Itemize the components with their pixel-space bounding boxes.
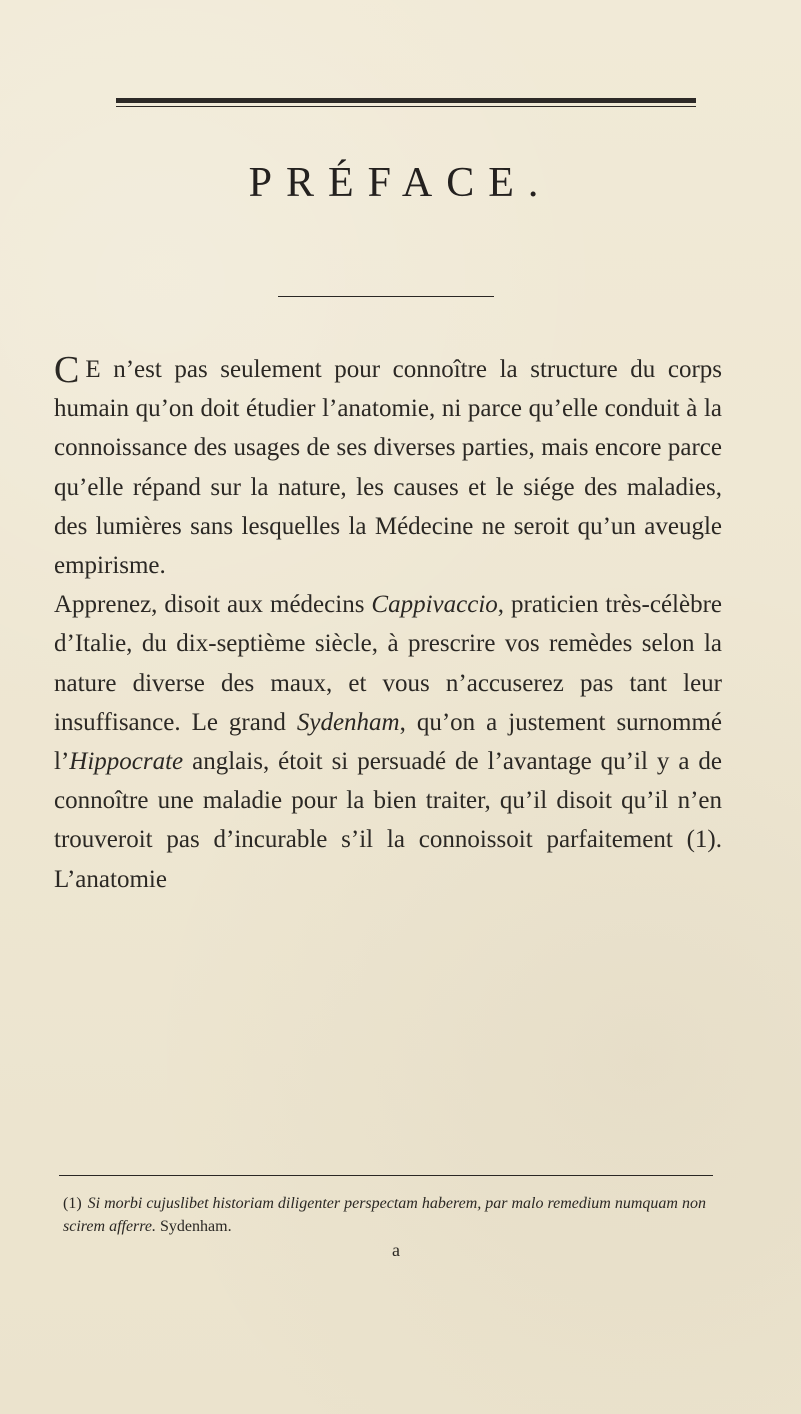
title-underline [278, 296, 494, 297]
paragraph-1-text: n’est pas seulement pour connoître la structure du corps humain qu’on doit étudier l’anatomie, ni parce qu’elle conduit à la connoissance des usages de ses diverses parties, mais encore parce qu’elle répand sur la nature, les causes et le siége des maladies, des lumières sans lesquelles la Médecine ne seroit qu’un aveugle empirisme. [54, 356, 722, 580]
footnote-marker: (1) [63, 1195, 82, 1212]
first-word-rest: E [85, 356, 101, 383]
footnote-latin: Si morbi cujuslibet historiam diligenter perspectam haberem, par malo remedium numquam non scirem afferre. [63, 1195, 706, 1235]
name-sydenham: Sydenham [296, 708, 400, 736]
paragraph-1 [54, 350, 722, 585]
name-hippocrate: Hippocrate [69, 748, 184, 776]
drop-cap: C [54, 349, 80, 391]
paragraph-2 [54, 585, 722, 899]
top-double-rule [116, 98, 696, 108]
top-thick-rule [116, 98, 696, 103]
footnote-rule [59, 1175, 713, 1176]
top-thin-rule [116, 106, 696, 107]
page-title: PRÉFACE. [248, 160, 553, 206]
paragraph-2-text-b: , praticien très-célèbre d’Italie, du dix-septième siècle, à prescrire vos remèdes selon la nature diverse des maux, et vous n’accuserez pas tant leur insuffisance. Le grand [54, 591, 722, 736]
paragraph-2-text-d: anglais, étoit si persuadé de l’avantage qu’il y a de connoître une maladie pour la bien traiter, qu’il disoit qu’il n’en trouveroit pas d’incurable s’il la connoissoit parfaitement (1). L’anatomie [54, 748, 722, 893]
footnote-author: Sydenham. [156, 1218, 232, 1235]
paragraph-2-text-c: , qu’on a justement surnommé l’ [54, 708, 722, 776]
main-body [54, 350, 722, 899]
footnote [63, 1192, 723, 1238]
paragraph-2-text-a: Apprenez, disoit aux médecins [54, 591, 372, 619]
page-signature: a [392, 1240, 400, 1260]
name-cappivaccio: Cappivaccio [371, 591, 498, 619]
